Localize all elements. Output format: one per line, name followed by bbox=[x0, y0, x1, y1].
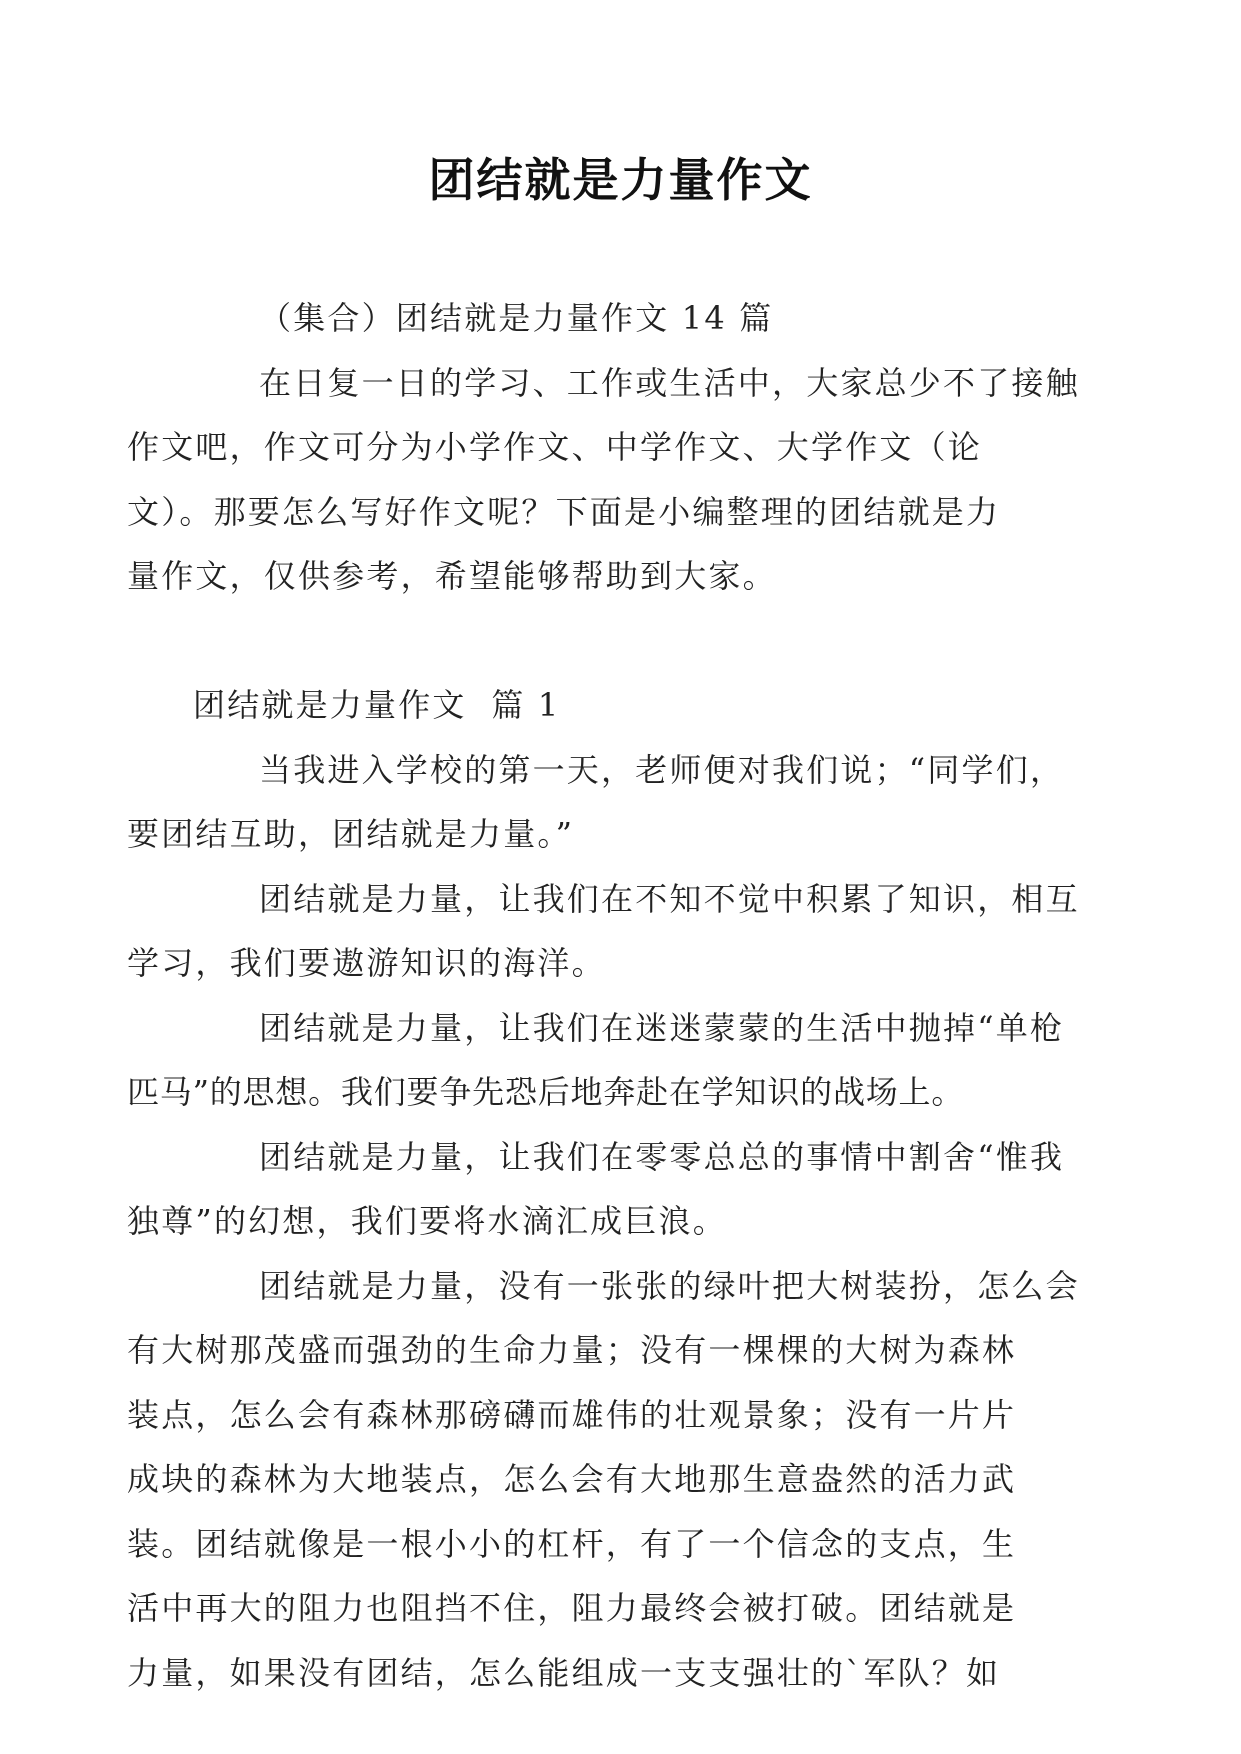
paragraph-line: 要团结互助，团结就是力量。” bbox=[127, 815, 575, 853]
body-paragraph bbox=[127, 1254, 1080, 1706]
paragraph-line: 独尊”的幻想，我们要将水滴汇成巨浪。 bbox=[127, 1202, 727, 1240]
body-paragraph bbox=[127, 1125, 1065, 1254]
paragraph-line: 团结就是力量，没有一张张的绿叶把大树装扮，怎么会 bbox=[259, 1266, 1080, 1305]
paragraph-line: 力量，如果没有团结，怎么能组成一支支强壮的`军队？如 bbox=[127, 1653, 1001, 1692]
paragraph-line: 活中再大的阻力也阻挡不住，阻力最终会被打破。团结就是 bbox=[127, 1589, 1017, 1627]
body-paragraph bbox=[127, 996, 1065, 1125]
paragraph-line: 学习，我们要遨游知识的海洋。 bbox=[127, 944, 606, 982]
paragraph-line: 有大树那茂盛而强劲的生命力量；没有一棵棵的大树为森林 bbox=[127, 1331, 1017, 1369]
paragraph-line: 装。团结就像是一根小小的杠杆，有了一个信念的支点，生 bbox=[127, 1524, 1017, 1563]
body-paragraph bbox=[127, 738, 1065, 867]
section-heading: 团结就是力量作文 篇 1 bbox=[193, 686, 561, 724]
section-spacer bbox=[193, 609, 1053, 674]
paragraph-line: 装点，怎么会有森林那磅礴而雄伟的壮观景象；没有一片片 bbox=[127, 1395, 1017, 1434]
body-paragraph bbox=[127, 867, 1080, 996]
document-title: 团结就是力量作文 bbox=[428, 153, 813, 207]
paragraph-line: 团结就是力量，让我们在迷迷蒙蒙的生活中抛掉“单枪 bbox=[259, 1008, 1065, 1047]
collection-subtitle: （集合）团结就是力量作文 14 篇 bbox=[259, 299, 774, 337]
intro-line: 文）。那要怎么写好作文呢？下面是小编整理的团结就是力 bbox=[127, 492, 1001, 531]
paragraph-line: 团结就是力量，让我们在零零总总的事情中割舍“惟我 bbox=[259, 1137, 1065, 1176]
intro-paragraph bbox=[127, 351, 1080, 609]
paragraph-line: 团结就是力量，让我们在不知不觉中积累了知识，相互 bbox=[259, 879, 1080, 918]
document-body bbox=[127, 286, 1080, 1705]
paragraph-line: 成块的森林为大地装点，怎么会有大地那生意盎然的活力武 bbox=[127, 1460, 1017, 1498]
intro-line: 在日复一日的学习、工作或生活中，大家总少不了接触 bbox=[259, 363, 1080, 402]
paragraph-line: 当我进入学校的第一天，老师便对我们说；“同学们， bbox=[259, 750, 1065, 789]
intro-line: 作文吧，作文可分为小学作文、中学作文、大学作文（论 bbox=[127, 428, 983, 466]
intro-line: 量作文，仅供参考，希望能够帮助到大家。 bbox=[127, 557, 777, 595]
paragraph-line: 匹马”的思想。我们要争先恐后地奔赴在学知识的战场上。 bbox=[127, 1073, 965, 1111]
